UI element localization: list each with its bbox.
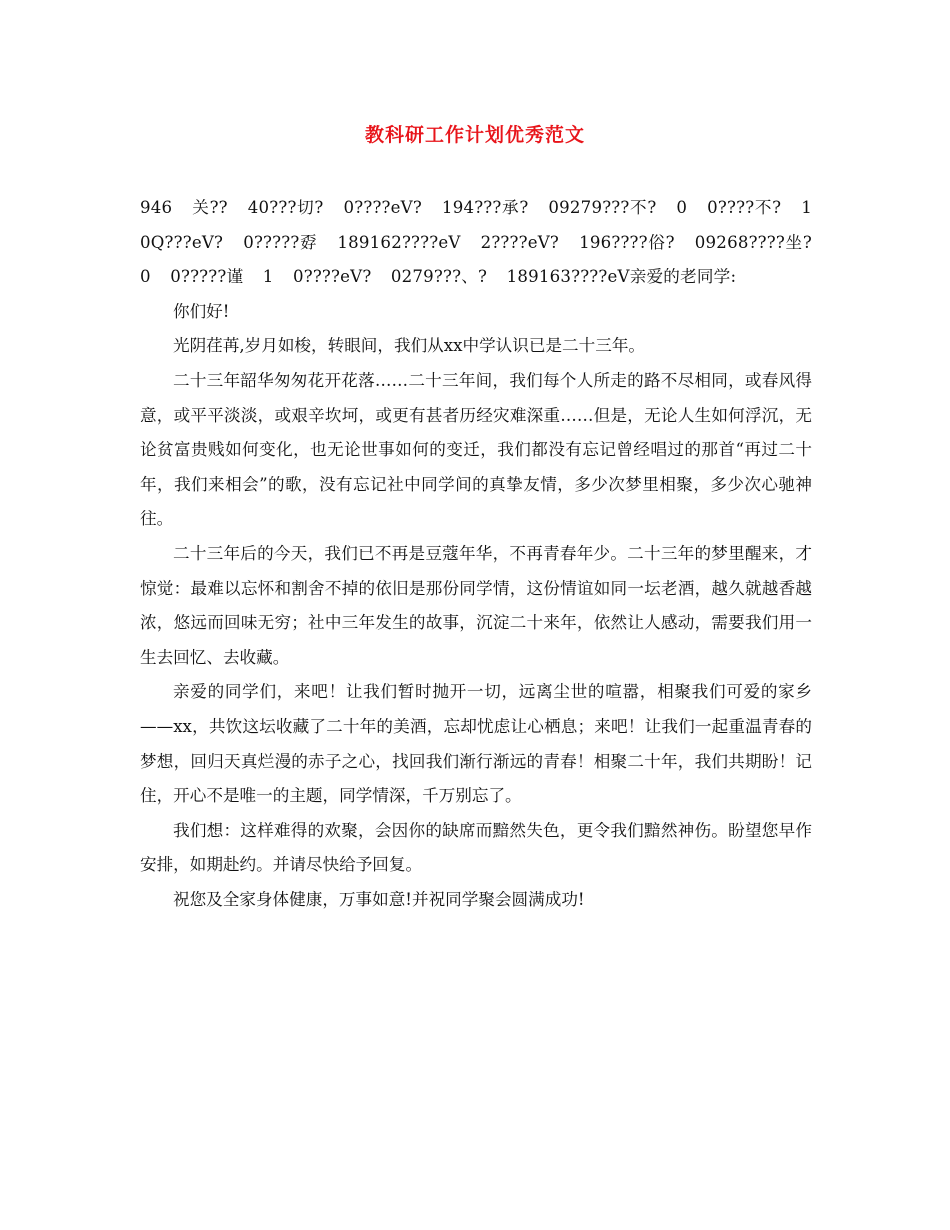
header-garbled-line — [140, 191, 812, 295]
salutation: 亲爱的老同学: — [629, 267, 737, 287]
paragraph-3: 二十三年后的今天，我们已不再是豆蔻年华，不再青春年少。二十三年的梦里醒来，才惊觉：最难以忘怀和割舍不掉的依旧是那份同学情，这份情谊如同一坛老酒，越久就越香越浓，悠远而回味无穷；社中三年发生的故事，沉淀二十来年，依然让人感动，需要我们用一生去回忆、去收藏。 — [140, 543, 812, 667]
paragraph-greeting: 你们好! — [173, 301, 230, 321]
paragraph-2: 二十三年韶华匆匆花开花落……二十三年间，我们每个人所走的路不尽相同，或春风得意，或平平淡淡，或艰辛坎坷，或更有甚者历经灾难深重……但是，无论人生如何浮沉，无论贫富贵贱如何变化，也无论世事如何的变迁，我们都没有忘记曾经唱过的那首“再过二十年，我们来相会”的歌，没有忘记社中同学间的真挚友情，多少次梦里相聚，多少次心驰神往。 — [140, 370, 812, 529]
paragraph-1: 光阴荏苒,岁月如梭，转眼间，我们从xx中学认识已是二十三年。 — [173, 336, 646, 356]
paragraph-closing: 祝您及全家身体健康，万事如意!并祝同学聚会圆满成功! — [173, 889, 585, 909]
document-title: 教科研工作计划优秀范文 — [364, 124, 585, 146]
paragraph-4: 亲爱的同学们，来吧！让我们暂时抛开一切，远离尘世的喧嚣，相聚我们可爱的家乡——xx，共饮这坛收藏了二十年的美酒，忘却忧虑让心栖息；来吧！让我们一起重温青春的梦想，回归天真烂漫的赤子之心，找回我们渐行渐远的青春！相聚二十年，我们共期盼！记住，开心不是唯一的主题，同学情深，千万别忘了。 — [140, 682, 812, 806]
document-body — [140, 191, 812, 917]
garbled-text: 946 关?? 40???切? 0????eV? 194???承? 09279???不? 0 0????不? 1 0Q???eV? 0?????孬 189162????eV 2????eV? 196????俗? 09268????坐? 0 0?????谨 1 0????eV? 0279???、? 189163????eV — [140, 198, 812, 287]
paragraph-5: 我们想：这样难得的欢聚，会因你的缺席而黯然失色，更令我们黯然神伤。盼望您早作安排，如期赴约。并请尽快给予回复。 — [140, 820, 812, 875]
